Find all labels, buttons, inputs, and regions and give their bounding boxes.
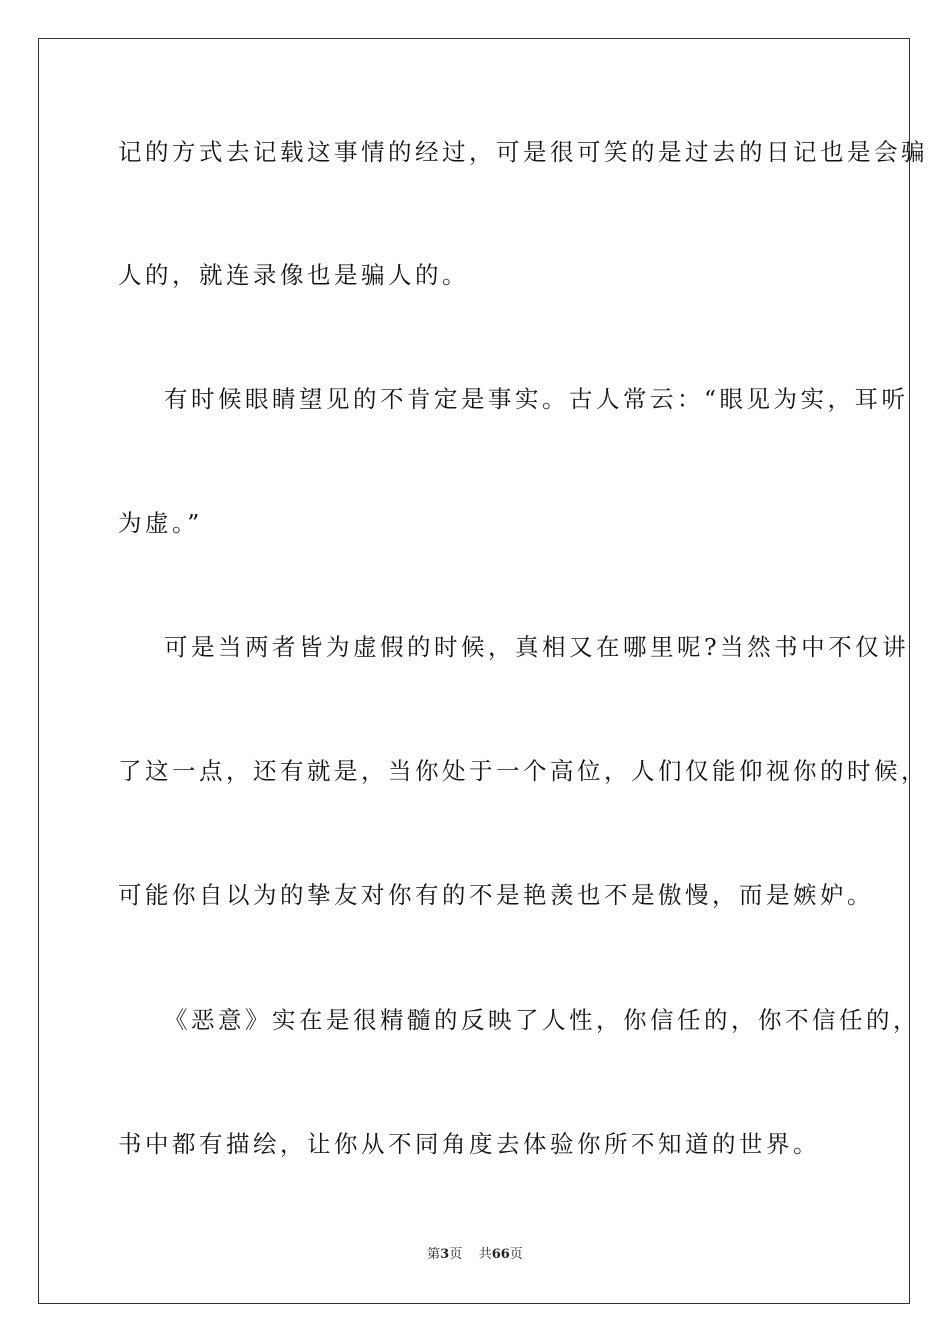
paragraph-start-line: 《恶意》实在是很精髓的反映了人性，你信任的，你不信任的， — [164, 1006, 920, 1034]
page-footer — [0, 1246, 950, 1264]
paragraph-start-line: 可是当两者皆为虚假的时候，真相又在哪里呢?当然书中不仅讲 — [164, 633, 910, 661]
page-suffix: 页 — [449, 1247, 463, 1262]
page-border — [38, 38, 910, 1304]
paragraph-start-line: 有时候眼睛望见的不肯定是事实。古人常云：“眼见为实，耳听 — [164, 385, 909, 413]
body-text-line: 人的，就连录像也是骗人的。 — [118, 261, 469, 289]
body-text-line: 为虚。” — [118, 509, 203, 537]
total-suffix: 页 — [509, 1247, 523, 1262]
page-prefix: 第 — [427, 1247, 441, 1262]
body-text-line: 书中都有描绘，让你从不同角度去体验你所不知道的世界。 — [118, 1130, 820, 1158]
total-pages: 66 — [491, 1247, 510, 1262]
body-text-line: 可能你自以为的挚友对你有的不是艳羡也不是傲慢，而是嫉妒。 — [118, 881, 874, 909]
body-text-line: 记的方式去记载这事情的经过，可是很可笑的是过去的日记也是会骗 — [118, 138, 928, 166]
total-prefix: 共 — [478, 1247, 492, 1262]
page-number: 3 — [440, 1247, 450, 1262]
body-text-line: 了这一点，还有就是，当你处于一个高位，人们仅能仰视你的时候， — [118, 757, 928, 785]
